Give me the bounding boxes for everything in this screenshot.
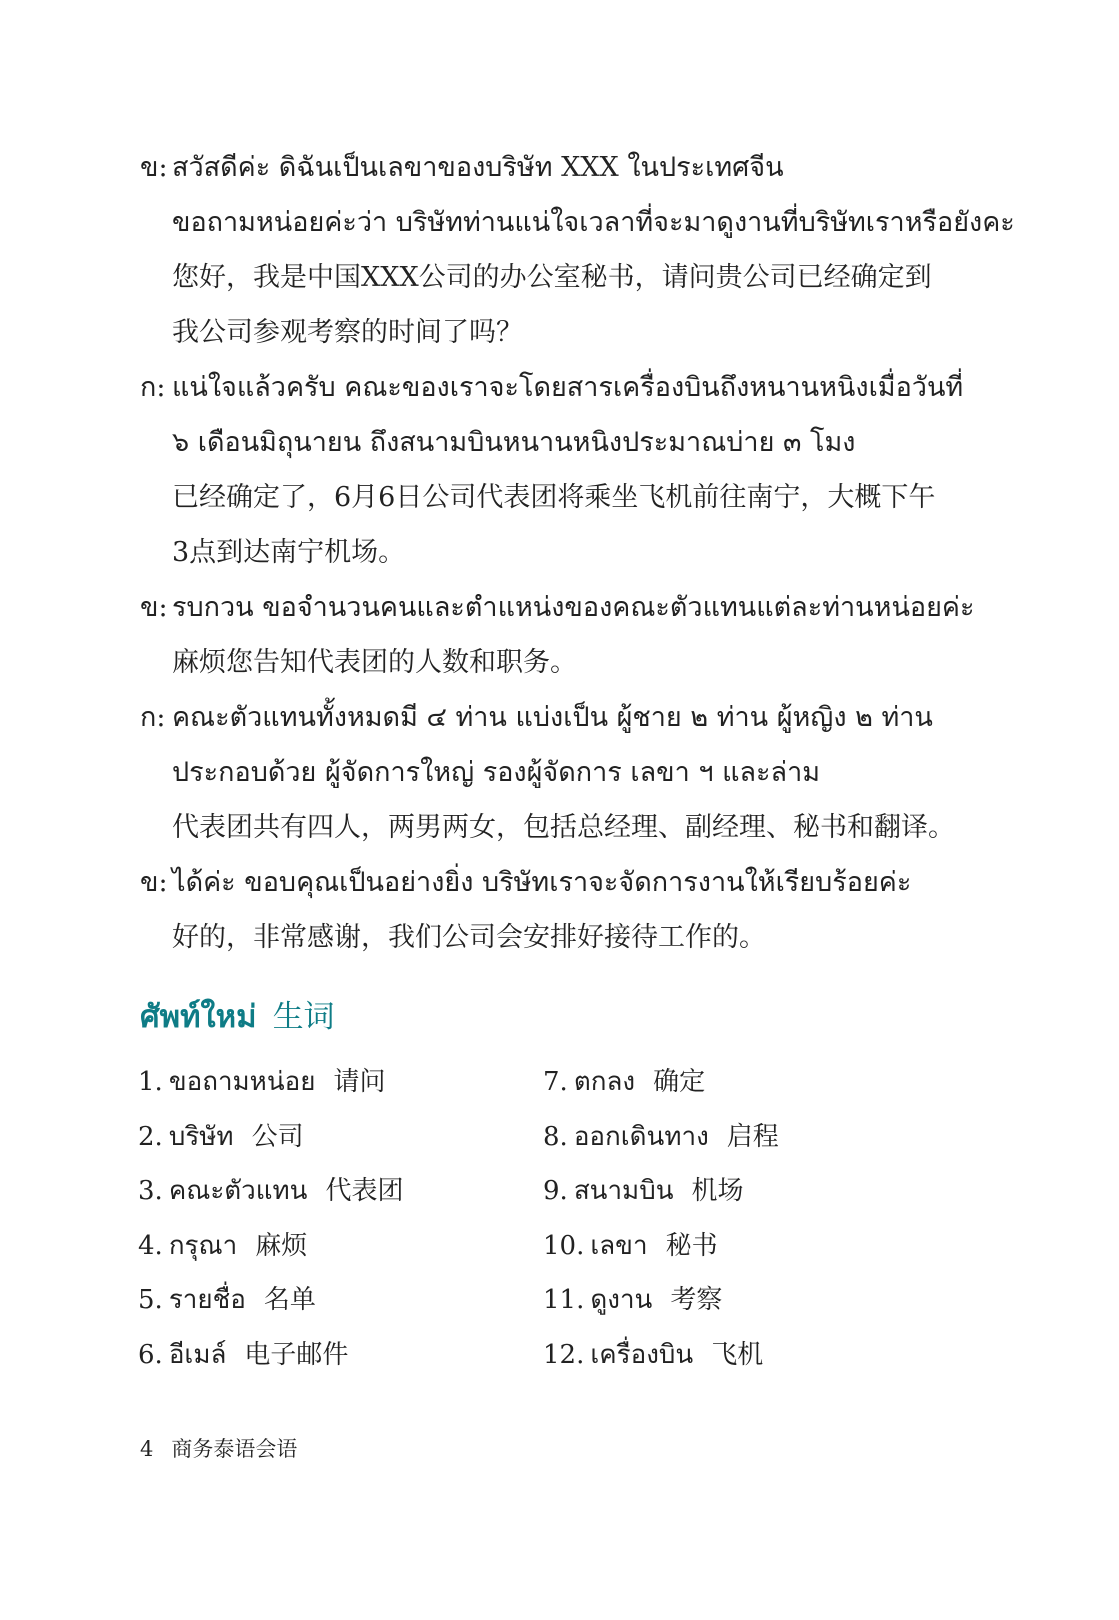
vocabulary-number: 5. [138, 1285, 163, 1315]
vocabulary-thai: อีเมล์ [168, 1339, 227, 1370]
dialogue-line: สวัสดีค่ะ ดิฉันเป็นเลขาของบริษัท XXX ในประเทศจีน [172, 152, 784, 183]
vocabulary-list-left [138, 1055, 403, 1382]
vocabulary-heading-thai: ศัพท์ใหม่ [140, 999, 257, 1035]
page-footer [140, 1434, 297, 1464]
vocabulary-chinese: 电子邮件 [244, 1339, 349, 1370]
dialogue-line: ขอถามหน่อยค่ะว่า บริษัทท่านแน่ใจเวลาที่จะมาดูงานที่บริษัทเราหรือยังคะ [172, 207, 1015, 238]
vocabulary-item [543, 1328, 779, 1383]
dialogue-line: 代表团共有四人，两男两女，包括总经理、副经理、秘书和翻译。 [172, 812, 955, 843]
vocabulary-chinese: 麻烦 [255, 1230, 308, 1261]
dialogue-line: ได้ค่ะ ขอบคุณเป็นอย่างยิ่ง บริษัทเราจะจัดการงานให้เรียบร้อยค่ะ [172, 867, 912, 898]
vocabulary-chinese: 机场 [691, 1176, 744, 1206]
dialogue [140, 140, 1015, 965]
dialogue-line: 麻烦您告知代表团的人数和职务。 [172, 647, 577, 678]
speaker-label: ข: [140, 867, 168, 898]
dialogue-line: 我公司参观考察的时间了吗？ [172, 317, 523, 348]
dialogue-turn [140, 855, 970, 965]
vocabulary-thai: ขอถามหน่อย [168, 1067, 316, 1097]
vocabulary-number: 3. [138, 1176, 163, 1206]
vocabulary-list-right [543, 1055, 779, 1382]
vocabulary-chinese: 确定 [653, 1067, 706, 1097]
vocabulary-item [543, 1164, 779, 1219]
vocabulary-heading-chinese: 生词 [272, 999, 335, 1035]
vocabulary-number: 9. [543, 1176, 568, 1206]
dialogue-turn [140, 140, 1015, 360]
vocabulary-chinese: 飞机 [711, 1339, 764, 1370]
dialogue-line: คณะตัวแทนทั้งหมดมี ๔ ท่าน แบ่งเป็น ผู้ชาย ๒ ท่าน ผู้หญิง ๒ ท่าน [172, 702, 933, 733]
vocabulary-chinese: 公司 [251, 1121, 304, 1152]
vocabulary-chinese: 代表团 [325, 1176, 404, 1206]
vocabulary-chinese: 考察 [670, 1285, 723, 1315]
page-number: 4 [140, 1437, 154, 1461]
vocabulary-item [138, 1328, 403, 1383]
book-title: 商务泰语会语 [171, 1437, 298, 1461]
dialogue-turn [140, 360, 970, 580]
vocabulary-item [138, 1219, 403, 1274]
dialogue-line: 3点到达南宁机场。 [172, 537, 406, 568]
vocabulary-number: 4. [138, 1230, 163, 1261]
vocabulary-thai: เครื่องบิน [590, 1339, 694, 1370]
vocabulary-chinese: 请问 [333, 1067, 386, 1097]
vocabulary-number: 2. [138, 1121, 163, 1152]
vocabulary-item [138, 1164, 403, 1219]
vocabulary-thai: เลขา [590, 1230, 648, 1261]
vocabulary-thai: ออกเดินทาง [573, 1121, 709, 1152]
vocabulary-number: 6. [138, 1339, 163, 1370]
vocabulary-number: 1. [138, 1067, 163, 1097]
vocabulary-item [138, 1055, 403, 1110]
dialogue-line: แน่ใจแล้วครับ คณะของเราจะโดยสารเครื่องบินถึงหนานหนิงเมื่อวันที่ [172, 372, 964, 403]
speaker-label: ข: [140, 152, 168, 183]
vocabulary-thai: คณะตัวแทน [168, 1176, 308, 1206]
dialogue-line: รบกวน ขอจำนวนคนและตำแหน่งของคณะตัวแทนแต่ละท่านหน่อยค่ะ [172, 592, 975, 623]
vocabulary-chinese: 名单 [263, 1285, 316, 1315]
vocabulary-item [543, 1219, 779, 1274]
vocabulary-chinese: 秘书 [665, 1230, 718, 1261]
vocabulary-item [543, 1273, 779, 1328]
vocabulary-number: 7. [543, 1067, 568, 1097]
dialogue-line: ๖ เดือนมิถุนายน ถึงสนามบินหนานหนิงประมาณบ่าย ๓ โมง [172, 427, 856, 458]
vocabulary-chinese: 启程 [726, 1121, 779, 1152]
speaker-label: ก: [140, 702, 166, 733]
vocabulary-thai: บริษัท [168, 1121, 234, 1152]
speaker-label: ข: [140, 592, 168, 623]
vocabulary-item [543, 1110, 779, 1165]
vocabulary-item [138, 1273, 403, 1328]
vocabulary-heading [140, 995, 335, 1039]
vocabulary-number: 8. [543, 1121, 568, 1152]
vocabulary-thai: ดูงาน [590, 1285, 653, 1315]
vocabulary-thai: สนามบิน [573, 1176, 674, 1206]
vocabulary-thai: ตกลง [573, 1067, 636, 1097]
dialogue-line: ประกอบด้วย ผู้จัดการใหญ่ รองผู้จัดการ เลขา ฯ และล่าม [172, 757, 821, 788]
vocabulary-thai: รายชื่อ [168, 1285, 246, 1315]
speaker-label: ก: [140, 372, 166, 403]
vocabulary-number: 12. [543, 1339, 585, 1370]
dialogue-line: 您好，我是中国XXX公司的办公室秘书，请问贵公司已经确定到 [172, 262, 932, 293]
vocabulary-item [138, 1110, 403, 1165]
dialogue-turn [140, 580, 975, 690]
dialogue-turn [140, 690, 970, 855]
vocabulary-thai: กรุณา [168, 1230, 238, 1261]
vocabulary-item [543, 1055, 779, 1110]
vocabulary-number: 11. [543, 1285, 585, 1315]
dialogue-line: 已经确定了，6月6日公司代表团将乘坐飞机前往南宁，大概下午 [172, 482, 936, 513]
vocabulary-number: 10. [543, 1230, 585, 1261]
dialogue-line: 好的，非常感谢，我们公司会安排好接待工作的。 [172, 922, 766, 953]
